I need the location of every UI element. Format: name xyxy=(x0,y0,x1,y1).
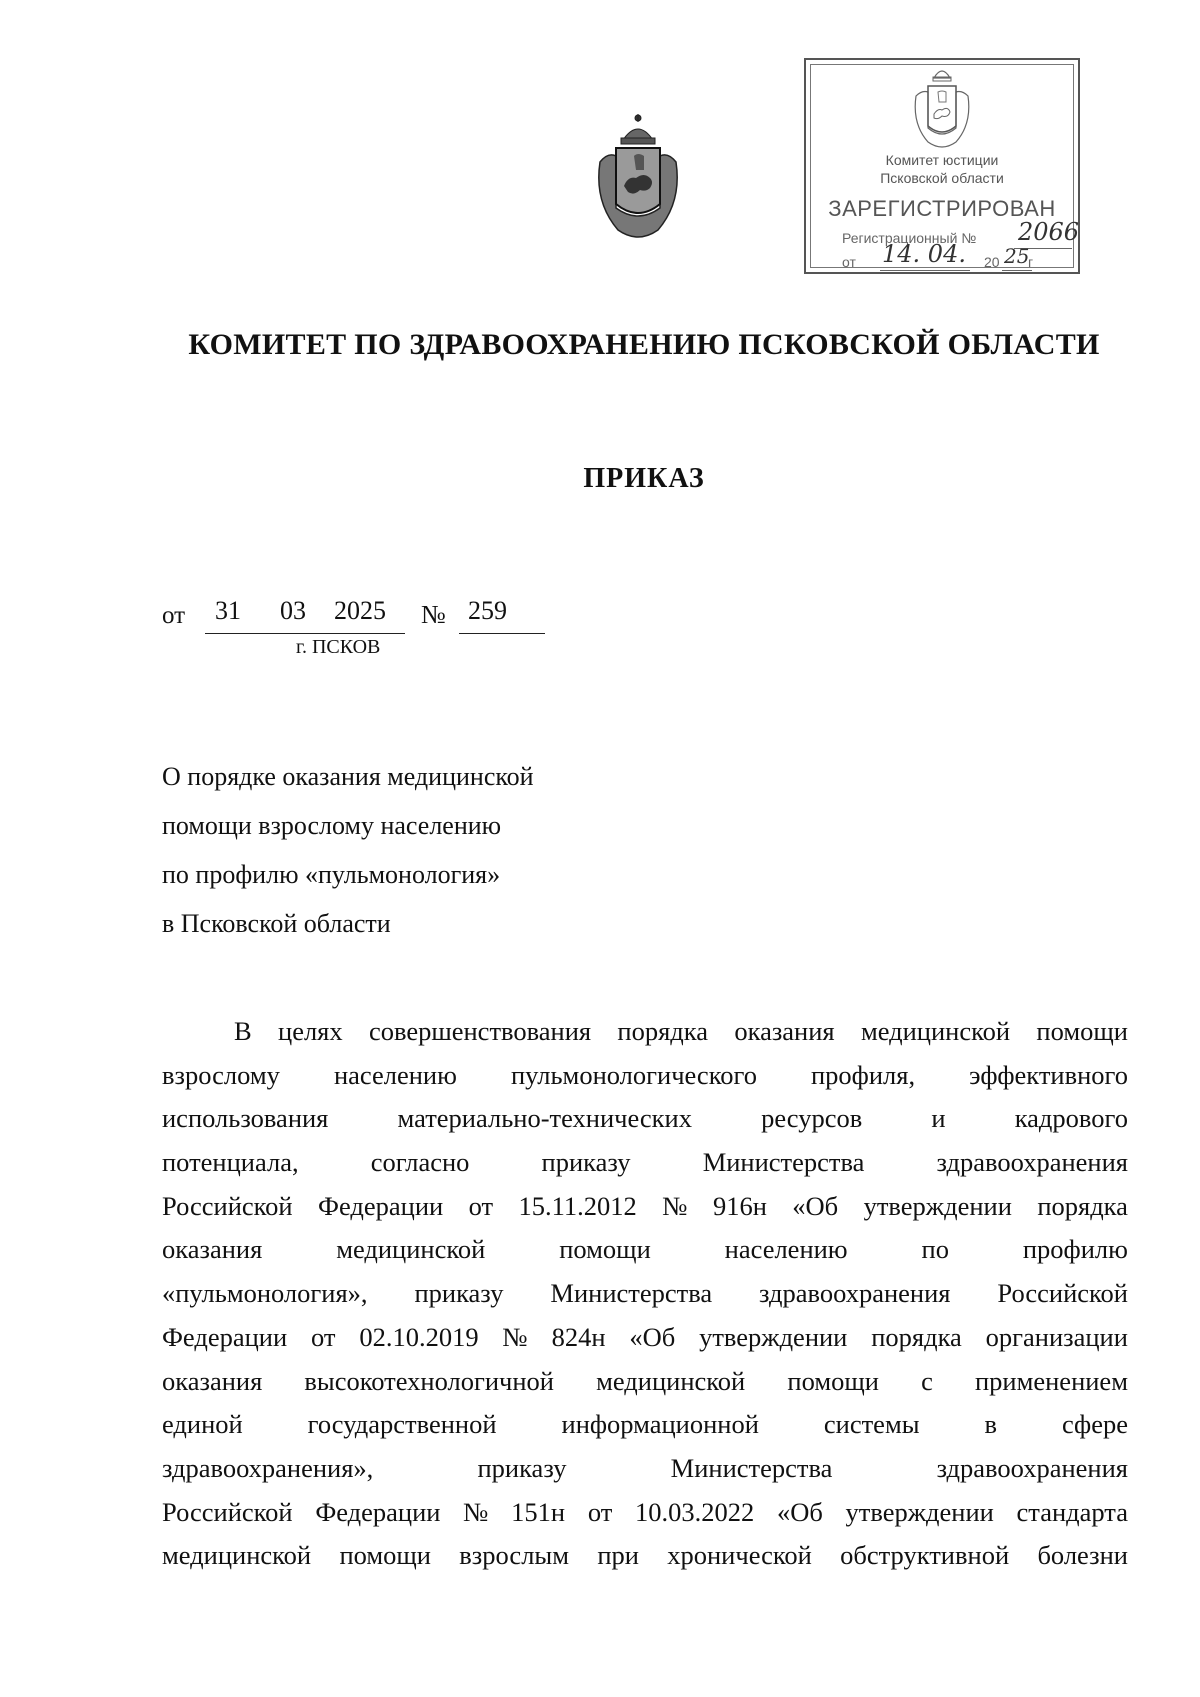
stamp-year-underline xyxy=(1002,270,1032,271)
stamp-date-label: от xyxy=(842,254,856,270)
body-line: оказания высокотехнологичной медицинской помощи с применением xyxy=(162,1365,1128,1396)
order-number-underline xyxy=(459,633,545,634)
body-line: Федерации от 02.10.2019 № 824н «Об утверждении порядка организации xyxy=(162,1321,1128,1352)
order-number-label: № xyxy=(421,600,446,629)
subject-line: по профилю «пульмонология» xyxy=(162,860,501,889)
body-line: Российской Федерации № 151н от 10.03.2022 «Об утверждении стандарта xyxy=(162,1496,1128,1527)
body-line: «пульмонология», приказу Министерства здравоохранения Российской xyxy=(162,1278,1128,1309)
stamp-date-value: 14. 04. xyxy=(882,240,966,268)
subject-line: О порядке оказания медицинской xyxy=(162,762,534,791)
stamp-year-suffix: г xyxy=(1028,254,1034,270)
stamp-org-line1: Комитет юстиции xyxy=(885,152,999,168)
body-line: оказания медицинской помощи населению по профилю xyxy=(162,1234,1128,1265)
coat-of-arms-emblem xyxy=(588,112,688,244)
stamp-status: ЗАРЕГИСТРИРОВАН xyxy=(828,196,1056,221)
body-line: потенциала, согласно приказу Министерства здравоохранения xyxy=(162,1147,1128,1178)
order-number: 259 xyxy=(468,596,507,625)
stamp-reg-label: Регистрационный № xyxy=(842,230,977,246)
order-from-label: от xyxy=(162,602,186,629)
order-date-underline xyxy=(205,633,405,634)
body-line: В целях совершенствования порядка оказания медицинской помощи xyxy=(234,1016,1128,1046)
stamp-reg-number: 2066 xyxy=(1018,218,1080,246)
order-month: 03 xyxy=(280,596,306,625)
stamp-org-line2: Псковской области xyxy=(880,170,1004,186)
body-line: здравоохранения», приказу Министерства здравоохранения xyxy=(162,1452,1128,1483)
body-line: медицинской помощи взрослым при хронической обструктивной болезни xyxy=(162,1540,1128,1571)
order-city: г. ПСКОВ xyxy=(296,636,381,658)
body-line: взрослому населению пульмонологического профиля, эффективного xyxy=(162,1059,1128,1090)
stamp-year-prefix: 20 xyxy=(984,254,1000,270)
body-line: единой государственной информационной системы в сфере xyxy=(162,1409,1128,1440)
order-year: 2025 xyxy=(334,596,386,625)
subject-line: помощи взрослому населению xyxy=(162,811,502,840)
order-subject xyxy=(162,752,534,948)
stamp-date-underline xyxy=(880,270,970,271)
order-day: 31 xyxy=(215,596,241,625)
body-line: использования материально-технических ресурсов и кадрового xyxy=(162,1103,1128,1134)
subject-line: в Псковской области xyxy=(162,909,391,938)
organization-title: КОМИТЕТ ПО ЗДРАВООХРАНЕНИЮ ПСКОВСКОЙ ОБЛАСТИ xyxy=(188,328,1100,361)
order-body-text xyxy=(162,1010,1128,1578)
registration-stamp xyxy=(804,58,1080,274)
stamp-year-value: 25 xyxy=(1004,244,1030,268)
body-line: Российской Федерации от 15.11.2012 № 916н «Об утверждении порядка xyxy=(162,1190,1128,1221)
stamp-coat-of-arms-emblem xyxy=(908,62,976,154)
document-type-title: ПРИКАЗ xyxy=(583,463,705,494)
